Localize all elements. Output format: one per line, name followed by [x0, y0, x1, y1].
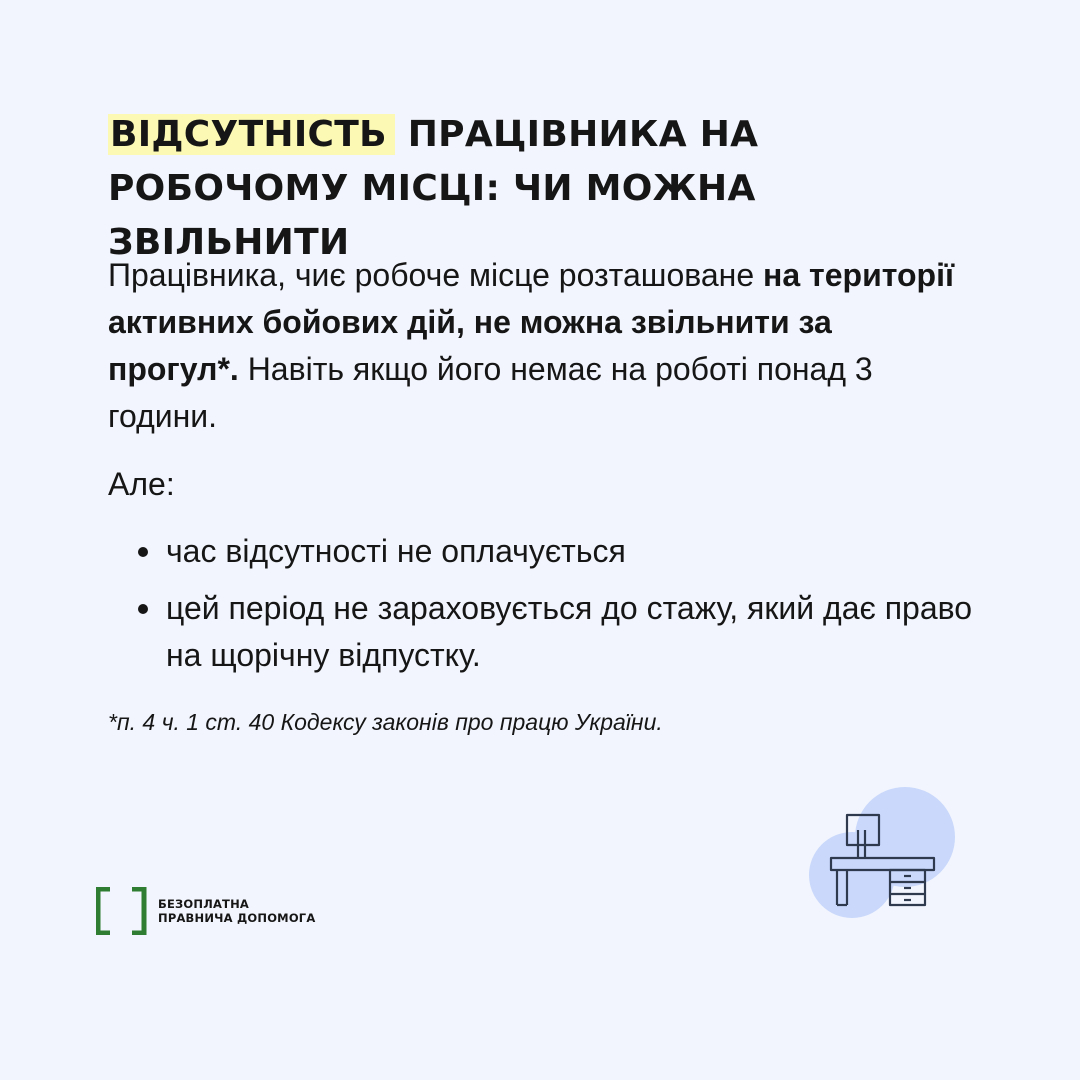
list-item: [108, 585, 988, 679]
bullet-dot-icon: [138, 547, 148, 557]
desk-monitor-icon: [800, 780, 970, 920]
conditions-list: [108, 528, 988, 689]
title-rest: ПРАЦІВНИКА НА РОБОЧОМУ МІСЦІ: ЧИ МОЖНА ЗВІЛЬНИТИ: [108, 114, 759, 263]
page-title: [108, 108, 1008, 270]
list-item: [108, 528, 988, 575]
logo-line-2: ПРАВНИЧА ДОПОМОГА: [158, 911, 316, 925]
footnote: *п. 4 ч. 1 ст. 40 Кодексу законів про працю України.: [108, 709, 663, 735]
title-highlight: ВІДСУТНІСТЬ: [108, 114, 395, 155]
logo-text: [158, 897, 315, 925]
intro-paragraph: [108, 252, 968, 440]
list-item-text: цей період не зараховується до стажу, який дає право на щорічну відпустку.: [166, 590, 973, 673]
intro-text-start: Працівника, чиє робоче місце розташоване: [108, 257, 764, 293]
intro-text-end: Навіть якщо його немає на роботі понад 3 години.: [108, 351, 873, 434]
logo-line-1: БЕЗОПЛАТНА: [158, 897, 250, 911]
but-label: Але:: [108, 466, 175, 502]
intro-text-bold: на території активних бойових дій, не можна звільнити за прогул*.: [108, 257, 954, 387]
list-item-text: час відсутності не оплачується: [166, 533, 626, 569]
bullet-dot-icon: [138, 604, 148, 614]
